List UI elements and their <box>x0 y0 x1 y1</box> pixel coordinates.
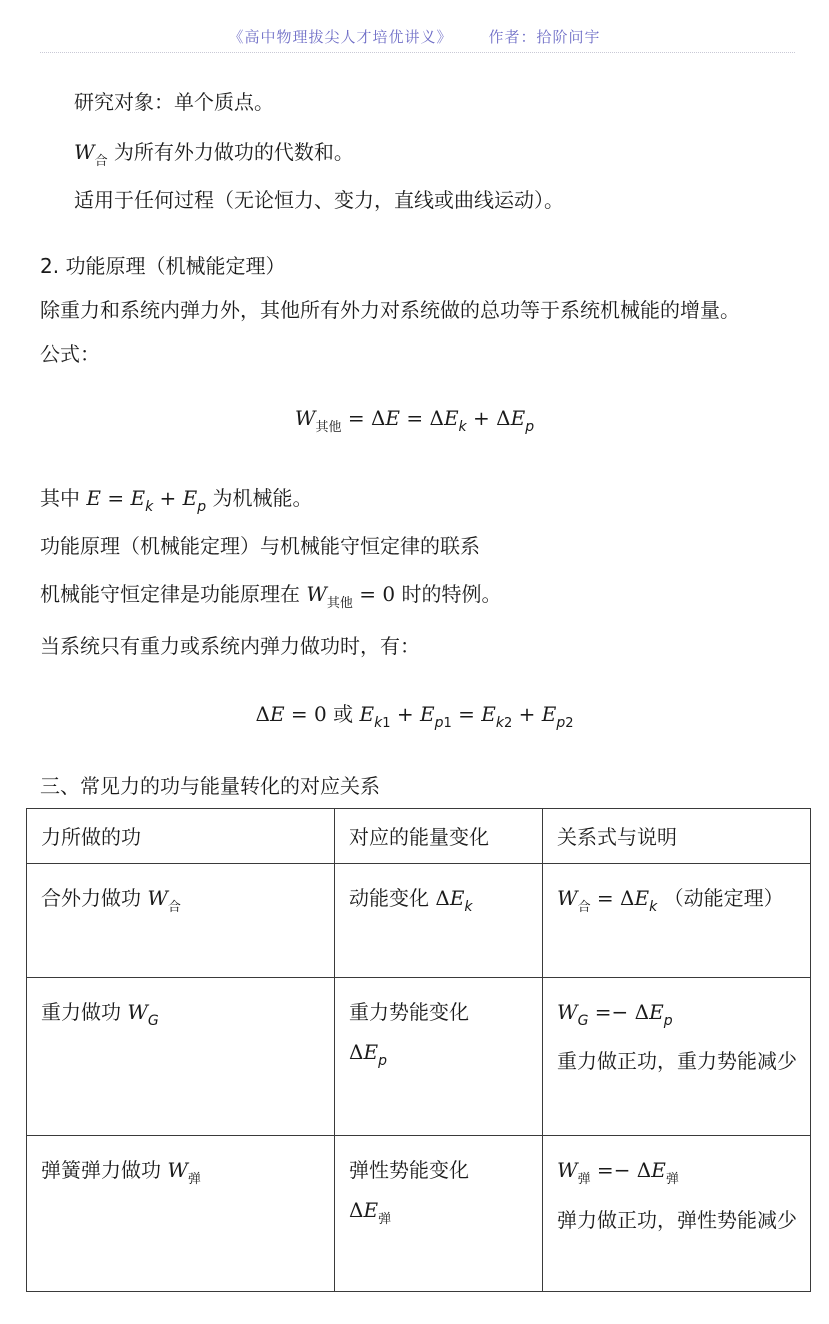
applicability: 适用于任何过程（无论恒力、变力，直线或曲线运动）。 <box>74 188 564 212</box>
formula-sub-qita: 其他 <box>315 420 342 435</box>
only-gravity-condition: 当系统只有重力或系统内弹力做功时，有： <box>40 634 420 658</box>
force-cell: 重力做功 $W_G$ <box>27 978 335 1136</box>
work-energy-formula: $W_{其他} = \Delta E = \Delta E_k + \Delta E_p$ <box>294 406 535 435</box>
relation-cell: $W_合 = \Delta E_k$ （动能定理） <box>543 864 811 978</box>
energy-cell: 重力势能变化 $\Delta E_p$ <box>335 978 543 1136</box>
principle-statement: 除重力和系统内弹力外，其他所有外力对系统做的总功等于系统机械能的增量。 <box>40 298 740 322</box>
table-header-row <box>27 809 811 864</box>
table-row <box>27 1136 811 1292</box>
mechanical-energy-def: 其中 $E = E_k + E_p$ 为机械能。 <box>40 486 313 515</box>
section-3-heading: 三、常见力的功与能量转化的对应关系 <box>40 774 380 798</box>
table-header-cell: 对应的能量变化 <box>335 809 543 864</box>
zero-value: 0 <box>382 582 396 606</box>
energy-cell: 动能变化 $\Delta E_k$ <box>335 864 543 978</box>
formula-label: 公式： <box>40 342 100 366</box>
author: 作者：拾阶问宇 <box>488 28 601 46</box>
research-object: 研究对象：单个质点。 <box>74 90 274 114</box>
where-prefix: 其中 <box>40 486 87 510</box>
page-header <box>0 26 829 47</box>
force-cell: 合外力做功 $W_合$ <box>27 864 335 978</box>
relation-cell: $W_弹 =- \Delta E_弹$ 弹力做正功，弹性势能减少 <box>543 1136 811 1292</box>
relation-cell: $W_G =- \Delta E_p$ 重力做正功，重力势能减少 <box>543 978 811 1136</box>
w-description: 为所有外力做功的代数和。 <box>107 140 354 164</box>
special-sub-qita: 其他 <box>326 596 353 611</box>
table-row <box>27 864 811 978</box>
relation-heading: 功能原理（机械能定理）与机械能守恒定律的联系 <box>40 534 480 558</box>
header-divider <box>40 52 795 53</box>
w-symbol: W <box>74 140 95 164</box>
or-word: 或 <box>333 702 354 726</box>
special-case: 机械能守恒定律是功能原理在 $W_{其他} = 0$ 时的特例。 <box>40 582 502 611</box>
special-suffix: 时的特例。 <box>395 582 502 606</box>
table-header-cell: 关系式与说明 <box>543 809 811 864</box>
force-cell: 弹簧弹力做功 $W_弹$ <box>27 1136 335 1292</box>
w-total-definition <box>74 138 354 176</box>
energy-cell: 弹性势能变化 $\Delta E_弹$ <box>335 1136 543 1292</box>
work-energy-table <box>26 808 811 1292</box>
w-subscript: 合 <box>94 154 108 169</box>
special-prefix: 机械能守恒定律是功能原理在 <box>40 582 307 606</box>
where-suffix: 为机械能。 <box>206 486 313 510</box>
book-title: 《高中物理拔尖人才培优讲义》 <box>228 28 453 46</box>
table-header-cell: 力所做的功 <box>27 809 335 864</box>
conservation-formula: ΔE = 0 或 $E_{k1} + E_{p1} = E_{k2} + E_{p2}$ <box>255 702 574 731</box>
section-2-heading: 2. 功能原理（机械能定理） <box>40 254 286 278</box>
table-row <box>27 978 811 1136</box>
